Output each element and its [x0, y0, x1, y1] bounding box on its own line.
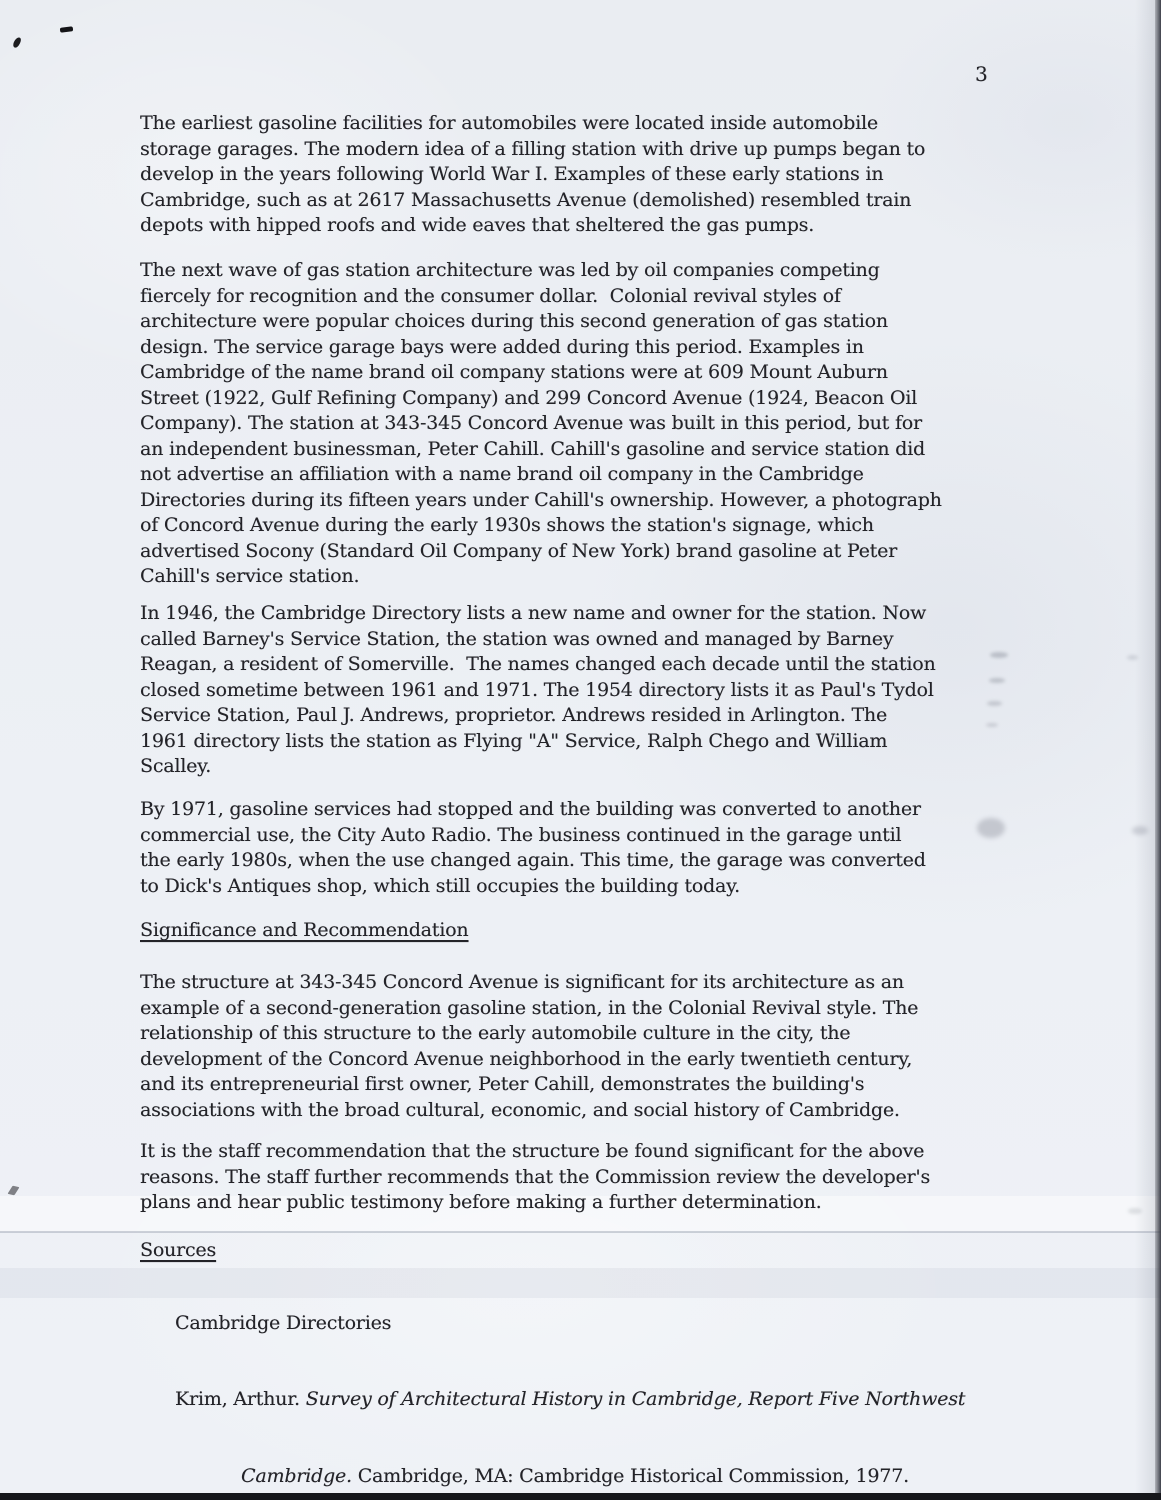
text-line: depots with hipped roofs and wide eaves that sheltered the gas pumps. [140, 214, 815, 236]
scan-smudge [987, 701, 1002, 706]
scan-smudge [977, 818, 1005, 838]
text-line: and its entrepreneurial first owner, Peter Cahill, demonstrates the building's [140, 1073, 865, 1095]
text-line: development of the Concord Avenue neighborhood in the early twentieth century, [140, 1047, 913, 1070]
page-right-edge [1155, 0, 1161, 1500]
text-line: Service Station, Paul J. Andrews, proprietor. Andrews resided in Arlington. The [140, 704, 888, 726]
text-line: an independent businessman, Peter Cahill. Cahill's gasoline and service station did [140, 437, 925, 460]
paragraph-earliest-stations [140, 111, 925, 239]
text-line: associations with the broad cultural, economic, and social history of Cambridge. [140, 1098, 900, 1121]
text-line: design. The service garage bays were added during this period. Examples in [140, 335, 864, 358]
sources-list [140, 1285, 965, 1500]
sources-heading [140, 1238, 216, 1264]
text-line: By 1971, gasoline services had stopped and the building was converted to another [140, 798, 921, 820]
paragraph-second-generation [140, 258, 942, 590]
source-cambridge-directories [140, 1285, 965, 1362]
text-line: The earliest gasoline facilities for automobiles were located inside automobile [140, 112, 878, 134]
text-line: reasons. The staff further recommends that the Commission review the developer's [140, 1165, 930, 1188]
paragraph-staff-recommendation [140, 1139, 930, 1216]
citation-title-part1: Survey of Architectural History in Cambridge, Report Five Northwest [305, 1388, 966, 1410]
sources-heading-text: Sources [140, 1239, 217, 1261]
citation-publisher: Cambridge, MA: Cambridge Historical Commission, 1977. [351, 1464, 909, 1487]
text-line: Scalley. [140, 755, 212, 777]
text-line: Cambridge of the name brand oil company stations were at 609 Mount Auburn [140, 361, 888, 383]
citation-title-part2: Cambridge. [241, 1464, 352, 1487]
text-line: In 1946, the Cambridge Directory lists a new name and owner for the station. Now [140, 602, 927, 624]
text-line: architecture were popular choices during this second generation of gas station [140, 310, 888, 332]
scan-smudge [1128, 1208, 1142, 1214]
scan-smudge [989, 678, 1005, 683]
source-krim-citation-line1 [140, 1362, 965, 1439]
text-line: advertised Socony (Standard Oil Company of New York) brand gasoline at Peter [140, 539, 898, 562]
citation-author: Krim, Arthur. [175, 1388, 306, 1410]
text-line: Cahill's service station. [140, 565, 360, 587]
text-line: The structure at 343-345 Concord Avenue is significant for its architecture as an [140, 971, 904, 993]
paragraph-1971-conversion [140, 797, 926, 899]
text-line: storage garages. The modern idea of a filling station with drive up pumps began to [140, 137, 926, 160]
scan-mark-comma [12, 36, 22, 48]
source-krim-citation-line2 [140, 1438, 965, 1500]
scan-mark-tick [8, 1186, 20, 1196]
text-line: Cambridge, such as at 2617 Massachusetts Avenue (demolished) resembled train [140, 188, 912, 211]
text-line: 1961 directory lists the station as Flying "A" Service, Ralph Chego and William [140, 729, 888, 752]
text-line: the early 1980s, when the use changed again. This time, the garage was converted [140, 849, 926, 871]
text-line: plans and hear public testimony before making a further determination. [140, 1191, 822, 1213]
text-line: Company). The station at 343-345 Concord Avenue was built in this period, but for [140, 412, 922, 434]
scan-smudge [990, 652, 1008, 658]
text-line: not advertise an affiliation with a name brand oil company in the Cambridge [140, 463, 864, 485]
text-line: of Concord Avenue during the early 1930s shows the station's signage, which [140, 514, 874, 536]
text-line: Street (1922, Gulf Refining Company) and 299 Concord Avenue (1924, Beacon Oil [140, 386, 918, 409]
scan-smudge [986, 723, 998, 727]
text-line: to Dick's Antiques shop, which still occupies the building today. [140, 874, 740, 897]
scan-mark-dash [60, 26, 74, 33]
text-line: It is the staff recommendation that the structure be found significant for the above [140, 1140, 925, 1162]
page-number: 3 [975, 62, 988, 86]
scan-band-line [0, 1231, 1161, 1233]
significance-heading [140, 918, 468, 944]
scan-right-shade [1135, 0, 1155, 1500]
source-entry-text: Cambridge Directories [175, 1311, 392, 1334]
paragraph-significance [140, 970, 918, 1123]
paragraph-1946-directory [140, 601, 936, 780]
text-line: develop in the years following World War I. Examples of these early stations in [140, 163, 884, 185]
text-line: Reagan, a resident of Somerville. The names changed each decade until the station [140, 653, 936, 675]
text-line: closed sometime between 1961 and 1971. The 1954 directory lists it as Paul's Tydol [140, 678, 934, 701]
text-line: relationship of this structure to the early automobile culture in the city, the [140, 1022, 851, 1044]
significance-heading-text: Significance and Recommendation [140, 919, 469, 941]
text-line: fiercely for recognition and the consumer dollar. Colonial revival styles of [140, 284, 841, 307]
scan-smudge [1127, 655, 1138, 660]
text-line: Directories during its fifteen years under Cahill's ownership. However, a photograph [140, 488, 942, 511]
text-line: commercial use, the City Auto Radio. The business continued in the garage until [140, 823, 902, 846]
scan-smudge [1132, 826, 1148, 835]
text-line: example of a second-generation gasoline station, in the Colonial Revival style. The [140, 996, 919, 1019]
text-line: called Barney's Service Station, the station was owned and managed by Barney [140, 627, 894, 650]
text-line: The next wave of gas station architecture was led by oil companies competing [140, 259, 880, 281]
